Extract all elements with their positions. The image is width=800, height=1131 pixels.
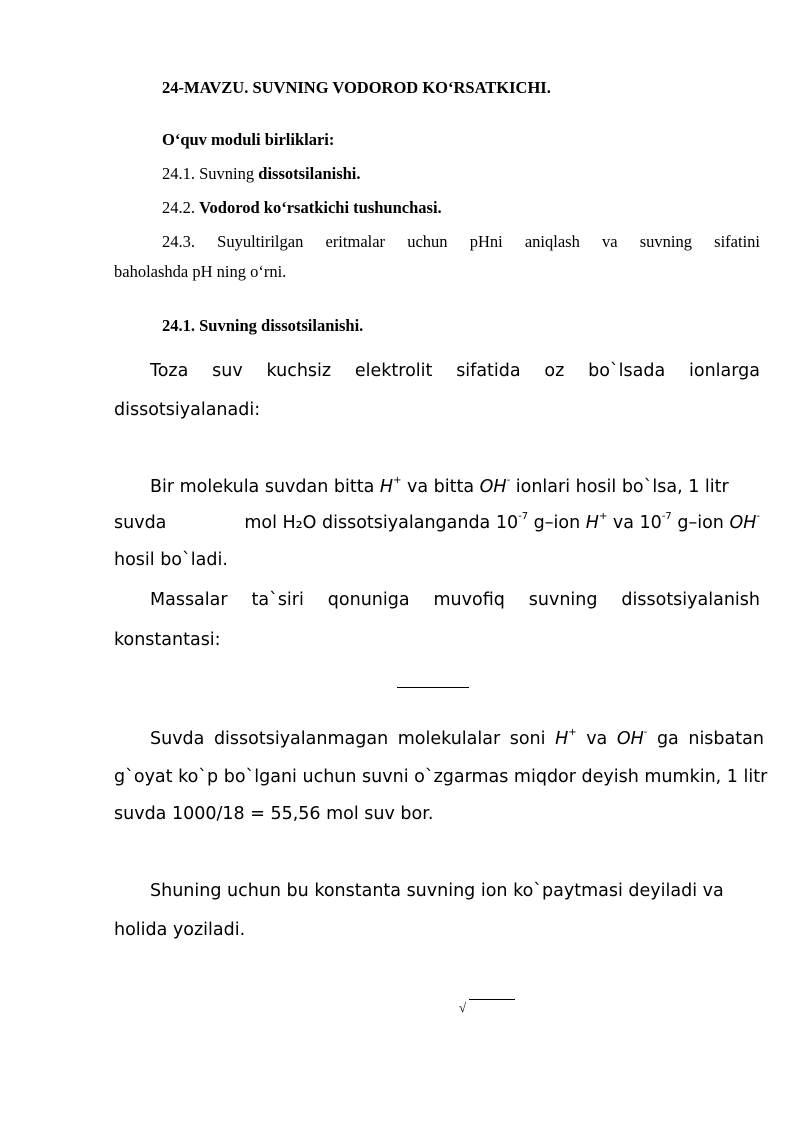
para1-word: kuchsiz <box>266 361 332 381</box>
para1-word: sifatida <box>456 361 521 381</box>
para2-line3: hosil bo`ladi. <box>114 550 228 570</box>
para2-line1: Bir molekula suvdan bitta H+ va bitta OH- ionlari hosil bo`lsa, 1 litr <box>150 475 729 497</box>
para4-line1: Suvda dissotsiyalanmagan molekulalar soni H+ va OH- ga nisbatan <box>150 727 764 749</box>
modules-heading <box>162 130 334 150</box>
para3-word: ta`siri <box>251 590 304 610</box>
formula-fraction-bar <box>397 687 469 688</box>
para1-line2: dissotsiyalanadi: <box>114 400 261 420</box>
para3-line1 <box>150 590 760 610</box>
para1-word: bo`lsada <box>588 361 666 381</box>
para1-line1 <box>150 361 760 381</box>
para5-line2: holida yoziladi. <box>114 920 246 940</box>
para1-word: ionlarga <box>689 361 760 381</box>
para3-word: Massalar <box>150 590 228 610</box>
module-item-3-line1: 24.3. Suyultirilgan eritmalar uchun pHni aniqlash va suvning sifatini <box>162 232 760 251</box>
para4-line3: suvda 1000/18 = 55,56 mol suv bor. <box>114 804 434 824</box>
para4-line2: g`oyat ko`p bo`lgani uchun suvni o`zgarmas miqdor deyish mumkin, 1 litr <box>114 767 768 787</box>
sqrt-overline <box>469 999 515 1000</box>
para1-word: elektrolit <box>354 361 433 381</box>
para1-word: oz <box>544 361 565 381</box>
para3-word: qonuniga <box>327 590 410 610</box>
module-item-1: 24.1. Suvning dissotsilanishi. <box>162 164 361 183</box>
para2-line2: mol H₂O dissotsiyalanganda $10^{-7}$ g–ion H+ va $10^{-7}$ g–ion OH- <box>244 511 760 533</box>
page-title <box>162 78 551 98</box>
module-item-2: 24.2. Vodorod ko‘rsatkichi tushunchasi. <box>162 198 442 217</box>
para3-word: suvning <box>528 590 598 610</box>
para3-line2: konstantasi: <box>114 630 221 650</box>
sqrt-symbol: √ <box>459 1000 467 1015</box>
para1-word: Toza <box>150 361 189 381</box>
para3-word: dissotsiyalanish <box>621 590 760 610</box>
para2-line2-start: suvda <box>114 513 167 533</box>
title-text: 24-MAVZU. SUVNING VODOROD KO‘RSATKICHI. <box>162 78 551 97</box>
para3-word: muvofiq <box>433 590 505 610</box>
para5-line1: Shuning uchun bu konstanta suvning ion ko`paytmasi deyiladi va <box>150 881 724 901</box>
section-heading: 24.1. Suvning dissotsilanishi. <box>162 316 364 335</box>
para1-word: suv <box>212 361 243 381</box>
modules-heading-text: O‘quv moduli birliklari: <box>162 130 335 149</box>
module-item-3-line2: baholashda pH ning o‘rni. <box>114 262 287 281</box>
